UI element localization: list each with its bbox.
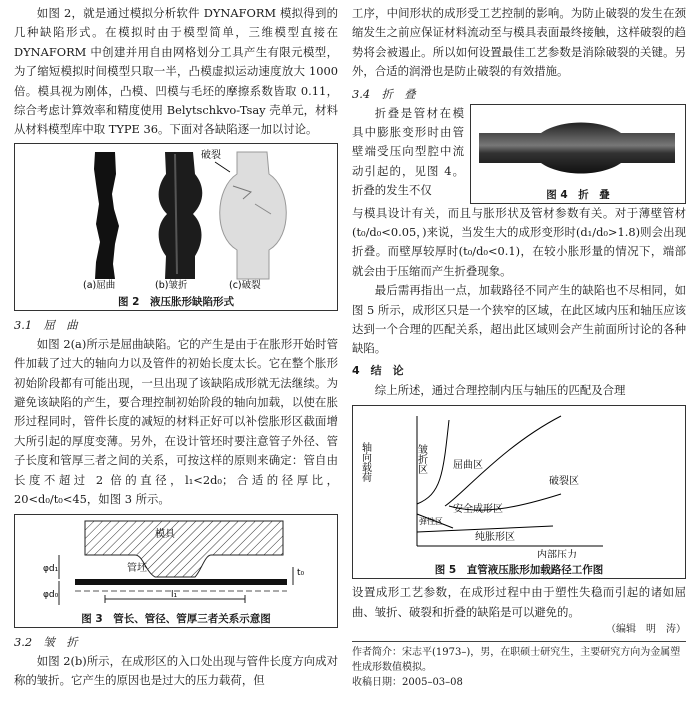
figure-2-image <box>15 144 337 290</box>
figure-5-caption: 图 5 直管液压胀形加载路径工作图 <box>434 564 604 577</box>
figure-3-caption: 图 3 管长、管径、管厚三者关系示意图 <box>81 612 271 625</box>
dim-t0-label: t₀ <box>297 567 305 578</box>
right-column <box>352 4 686 690</box>
y-axis-label: 轴向载荷 <box>359 442 371 483</box>
dim-l1-label: l₁ <box>171 589 178 600</box>
crack-label: 破裂 <box>201 149 221 161</box>
section-3-4-paragraph-b: 与模具设计有关，而且与胀形状及管材参数有关。对于薄壁管材(t₀/d₀<0.05，)来说，当发生大的成形变形时(d₁/d₀>1.8)则会出现折叠。而壁厚较厚时(t₀/d₀<0.1)，在较小胀形量的情况下，端部就会由于压缩而产生折叠现象。 <box>352 205 686 278</box>
die-label: 模具 <box>155 528 175 540</box>
section-3-1-paragraph: 如图 2(a)所示是屈曲缺陷。它的产生是由于在胀形开始时管件加载了过大的轴向力以及管件的初始长度太长。它在整个胀形初始阶段都有可能出现，一旦出现了该缺陷成形就无法继续。为避免该缺陷的产生，要合理控制初始阶段的轴向加载，以使在胀形过程同时，管件长度的减短的材料正好可以补偿胀形区截面增大所引起的厚度变薄。另外，在设计管坯时要注意管子外径、管子长度和管厚三者之间的关系，可按这样的原则来确定：管自由长度不超过 2 倍的直径，l₁<2d₀；合适的径厚比，20<d₀/t₀<45，如图 3 所示。 <box>14 336 338 507</box>
author-note: 作者简介：宋志平(1973–)，男，在职硕士研究生，主要研究方向为金属塑性成形数值模拟。 <box>352 647 681 674</box>
left-column <box>14 4 338 690</box>
zone-wrinkle: 皱折区 <box>415 444 427 475</box>
section-3-4-title: 3.4 折 叠 <box>352 86 416 101</box>
figure-4-caption: 图 4 折 叠 <box>546 188 610 201</box>
section-3-2-paragraph: 如图 2(b)所示，在成形区的入口处出现与管件长度方向成对称的皱折。它产生的原因也是过大的压力载荷，但 <box>14 653 338 687</box>
zone-safe: 安全成形区 <box>453 504 503 516</box>
section-3-4-paragraph-a: 折叠是管材在模具中膨胀变形时由管壁端受压向型腔中流动引起的，见图 4。折叠的发生不仅 <box>352 105 464 198</box>
sublabel-b: (b)皱折 <box>155 279 188 290</box>
tube-blank-label: 管坯 <box>127 562 147 574</box>
figure-5 <box>352 405 686 579</box>
dim-d0-label: φd₀ <box>43 589 59 600</box>
zone-elastic: 弹性区 <box>419 517 443 527</box>
zone-burst: 破裂区 <box>549 476 579 488</box>
editor-note: （编辑 明 涛） <box>606 624 686 636</box>
section-4-title: 4 结 论 <box>352 363 404 377</box>
figure-3-diagram <box>15 515 337 607</box>
section-3-4-block <box>352 104 686 204</box>
sublabel-c: (c)破裂 <box>229 279 261 290</box>
zone-pure-bulge: 纯胀形区 <box>475 532 515 544</box>
section-3-1-title: 3.1 屈 曲 <box>14 317 78 332</box>
footnote-divider <box>352 641 686 642</box>
right-top-paragraph: 工序，中间形状的成形受工艺控制的影响。为防止破裂的发生在颈缩发生之前应保证材料流动至与模具表面最终接触，这样破裂的趋势将会被遏止。所以如何设置最佳工艺参数是消除破裂的关键。另外，合适的润滑也是防止破裂的有效措施。 <box>352 6 686 79</box>
conclusion-paragraph-a: 综上所述，通过合理控制内压与轴压的匹配及合理 <box>374 382 626 397</box>
x-axis-label: 内部压力 <box>537 550 577 559</box>
section-3-2-title: 3.2 皱 折 <box>14 634 78 649</box>
dim-d1-label: φd₁ <box>43 563 59 574</box>
figure-2-caption: 图 2 液压胀形缺陷形式 <box>118 295 234 308</box>
conclusion-paragraph-b: 设置成形工艺参数，在成形过程中由于塑性失稳而引起的诸如屈曲、皱折、破裂和折叠的缺陷是可以避免的。 <box>352 585 686 619</box>
figure-4-image <box>471 105 683 183</box>
received-date: 收稿日期：2005–03–08 <box>352 677 463 689</box>
figure-3 <box>14 514 338 628</box>
figure-2 <box>14 143 338 311</box>
loading-path-paragraph: 最后需再指出一点，加载路径不同产生的缺陷也不尽相同，如图 5 所示，成形区只是一个狭窄的区域，在此区域内压和轴压应该达到一个合理的匹配关系，超出此区域则会产生前面所讨论的各种缺陷。 <box>352 283 686 356</box>
sublabel-a: (a)屈曲 <box>83 279 116 290</box>
figure-4 <box>470 104 686 204</box>
zone-buckle: 屈曲区 <box>453 460 483 472</box>
figure-5-diagram <box>353 406 685 558</box>
intro-paragraph: 如图 2，就是通过模拟分析软件 DYNAFORM 模拟得到的几种缺陷形式。在模拟时由于模型简单，三维模型直接在 DYNAFORM 中创建并用自由网格划分工具产生有限元模型，为了缩短模拟时间模型只取一半，凸模虚拟运动速度放大 1000 倍。模具视为刚体，凸模、凹模与毛坯的摩擦系数皆取 0.11，综合考虑计算效率和精度使用 Belytschkvo-Tsay 壳单元，材料从材料模型库中取 TYPE 36。下面对各缺陷逐一加以讨论。 <box>14 6 338 137</box>
